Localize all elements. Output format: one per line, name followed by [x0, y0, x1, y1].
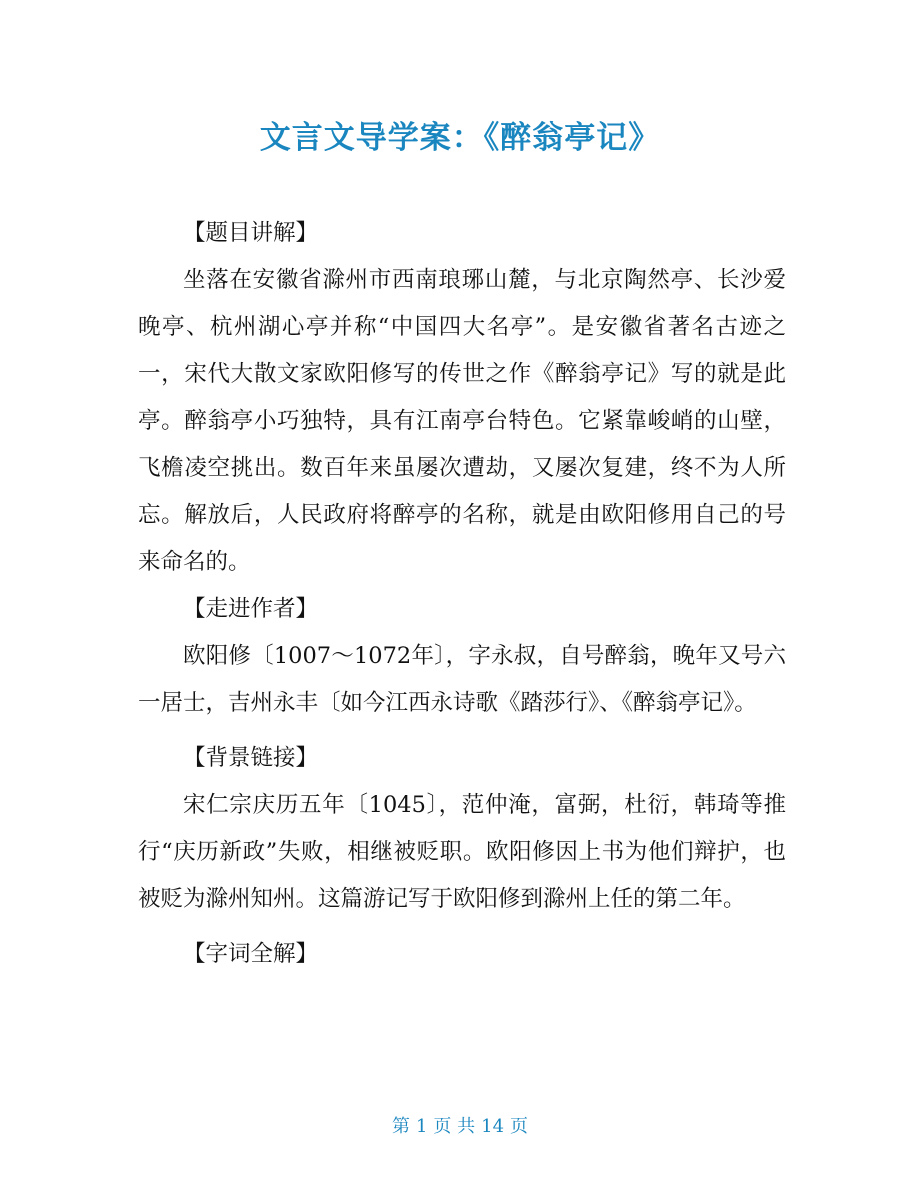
footer-prefix: 第 [391, 1116, 410, 1137]
section-heading-title-explanation: 【题目讲解】 [183, 220, 319, 246]
section-heading-background: 【背景链接】 [183, 745, 319, 771]
footer-page-number: 1 [415, 1116, 428, 1137]
page-footer [0, 1112, 920, 1138]
section-paragraph-title-explanation: 坐落在安徽省滁州市西南琅琊山麓，与北京陶然亭、长沙爱晚亭、杭州湖心亭并称“中国四大名亭”。是安徽省著名古迹之一，宋代大散文家欧阳修写的传世之作《醉翁亭记》写的就是此亭。醉翁亭小巧独特，具有江南亭台特色。它紧靠峻峭的山壁，飞檐凌空挑出。数百年来虽屡次遭劫，又屡次复建，终不为人所忘。解放后，人民政府将醉亭的名称，就是由欧阳修用自己的号来命名的。 [138, 267, 786, 575]
footer-total-pages: 14 [481, 1116, 505, 1137]
document-title: 文言文导学案：《醉翁亭记》 [259, 120, 661, 156]
section-heading-author: 【走进作者】 [183, 596, 319, 622]
section-paragraph-background: 宋仁宗庆历五年〔1045〕，范仲淹，富弼，杜衍，韩琦等推行“庆历新政”失败，相继被贬职。欧阳修因上书为他们辩护，也被贬为滁州知州。这篇游记写于欧阳修到滁州上任的第二年。 [138, 792, 786, 912]
section-paragraph-author: 欧阳修〔1007～1072年〕，字永叔，自号醉翁，晚年又号六一居士，吉州永丰〔如今江西永诗歌《踏莎行》、《醉翁亭记》。 [138, 643, 786, 716]
section-heading-vocabulary: 【字词全解】 [183, 941, 319, 967]
footer-suffix: 页 [510, 1116, 529, 1137]
footer-middle: 页 共 [433, 1116, 476, 1137]
document-body [138, 210, 786, 978]
